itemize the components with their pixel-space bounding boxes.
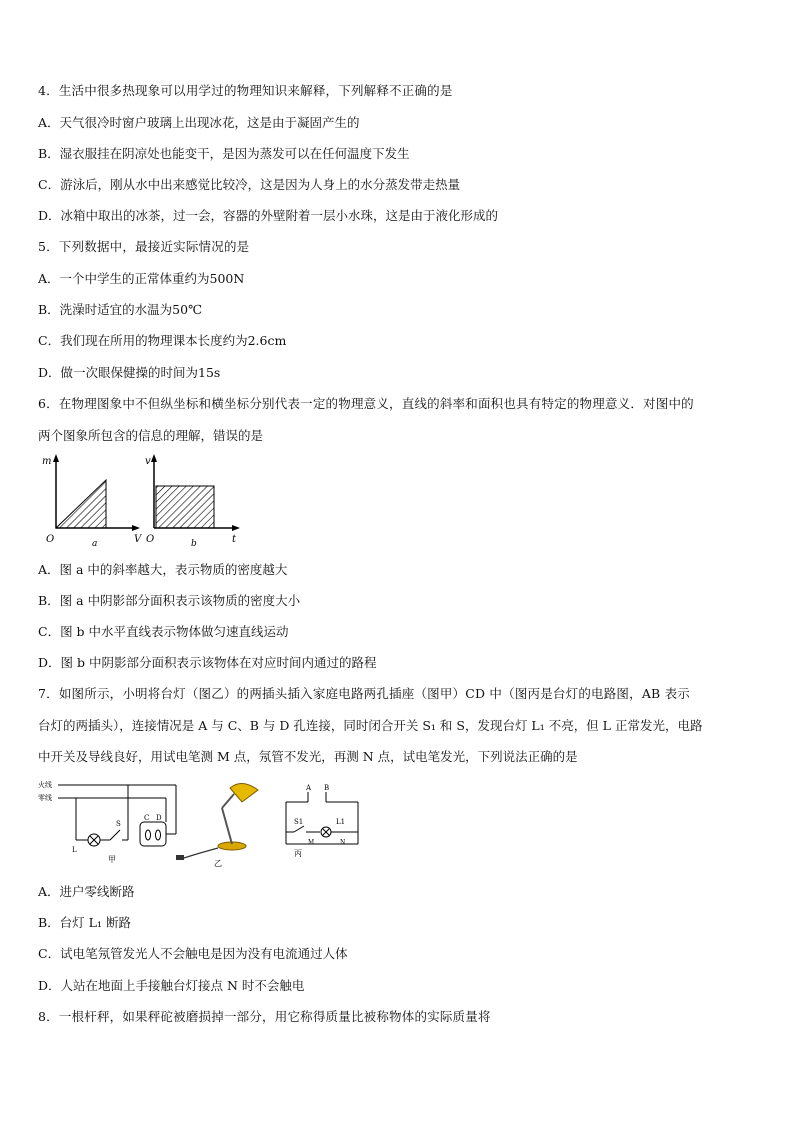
q7-option-b: B．台灯 L₁ 断路 <box>38 915 131 930</box>
q7-stem-line2: 台灯的两插头），连接情况是 A 与 C、B 与 D 孔连接，同时闭合开关 S₁ 和 S，发现台灯 L₁ 不亮，但 L 正常发光，电路 <box>38 718 703 733</box>
q7-option-d: D．人站在地面上手接触台灯接点 N 时不会触电 <box>38 978 305 993</box>
q4-option-c: C．游泳后，刚从水中出来感觉比较冷，这是因为人身上的水分蒸发带走热量 <box>38 177 461 192</box>
circuit-jia <box>38 780 176 864</box>
graph-a <box>42 454 143 549</box>
q7-stem-line1: 7．如图所示，小明将台灯（图乙）的两插头插入家庭电路两孔插座（图甲）CD 中（图丙是台灯的电路图，AB 表示 <box>38 686 691 701</box>
plug-b-label: B <box>324 784 330 792</box>
q6-option-d: D．图 b 中阴影部分面积表示该物体在对应时间内通过的路程 <box>38 655 377 670</box>
q6-option-b: B．图 a 中阴影部分面积表示该物质的密度大小 <box>38 593 301 608</box>
graph-b-origin: O <box>146 534 155 545</box>
q7-circuits <box>36 778 376 870</box>
desk-lamp-yi <box>176 783 258 868</box>
q5-option-d: D．做一次眼保健操的时间为15s <box>38 365 221 380</box>
q6-graphs <box>36 452 256 552</box>
point-n-label: N <box>340 839 346 846</box>
q6-stem-line2: 两个图象所包含的信息的理解，错误的是 <box>38 428 264 443</box>
q6-figure <box>36 452 256 552</box>
jia-switch-label: S <box>116 820 121 828</box>
jia-lamp-label: L <box>72 846 77 854</box>
point-m-label: M <box>308 839 315 846</box>
q7-option-c: C．试电笔氖管发光人不会触电是因为没有电流通过人体 <box>38 946 348 961</box>
q6-stem-line1: 6．在物理图象中不但纵坐标和横坐标分别代表一定的物理意义，直线的斜率和面积也具有特定的物理意义．对图中的 <box>38 396 694 411</box>
q8-stem: 8．一根杆秤，如果秤砣被磨损掉一部分，用它称得质量比被称物体的实际质量将 <box>38 1009 491 1024</box>
q5-option-b: B．洗澡时适宜的水温为50℃ <box>38 302 203 317</box>
q7-figure <box>36 778 376 870</box>
q4-option-a: A．天气很冷时窗户玻璃上出现冰花，这是由于凝固产生的 <box>38 115 360 130</box>
q5-stem: 5．下列数据中，最接近实际情况的是 <box>38 239 250 254</box>
q4-option-d: D．冰箱中取出的冰茶，过一会，容器的外壁附着一层小水珠，这是由于液化形成的 <box>38 208 499 223</box>
q6-option-c: C．图 b 中水平直线表示物体做匀速直线运动 <box>38 624 289 639</box>
graph-b-y-label: v <box>145 456 151 467</box>
graph-b <box>145 454 240 549</box>
live-wire-label: 火线 <box>38 781 52 789</box>
bing-switch-label: S1 <box>294 818 304 826</box>
q4-option-b: B．湿衣服挂在阴凉处也能变干，是因为蒸发可以在任何温度下发生 <box>38 146 410 161</box>
socket-c-label: C <box>144 814 150 822</box>
q7-stem-line3: 中开关及导线良好，用试电笔测 M 点，氖管不发光，再测 N 点，试电笔发光，下列说法正确的是 <box>38 749 578 764</box>
graph-a-origin: O <box>46 534 55 545</box>
neutral-wire-label: 零线 <box>38 794 52 802</box>
bing-caption: 丙 <box>294 849 302 858</box>
graph-b-x-label: t <box>232 534 237 545</box>
yi-caption: 乙 <box>214 859 222 868</box>
graph-b-caption: b <box>191 539 197 549</box>
graph-a-x-label: V <box>134 534 142 545</box>
q7-option-a: A．进户零线断路 <box>38 884 135 899</box>
plug-a-label: A <box>306 784 312 792</box>
q6-option-a: A．图 a 中的斜率越大，表示物质的密度越大 <box>38 562 288 577</box>
q5-option-a: A．一个中学生的正常体重约为500N <box>38 271 245 286</box>
socket-d-label: D <box>156 814 162 822</box>
q4-stem: 4．生活中很多热现象可以用学过的物理知识来解释，下列解释不正确的是 <box>38 83 453 98</box>
graph-a-y-label: m <box>42 456 52 467</box>
circuit-bing <box>286 784 358 858</box>
jia-caption: 甲 <box>108 855 116 864</box>
bing-lamp-label: L1 <box>336 818 346 826</box>
q5-option-c: C．我们现在所用的物理课本长度约为2.6cm <box>38 333 287 348</box>
graph-a-caption: a <box>92 539 98 549</box>
